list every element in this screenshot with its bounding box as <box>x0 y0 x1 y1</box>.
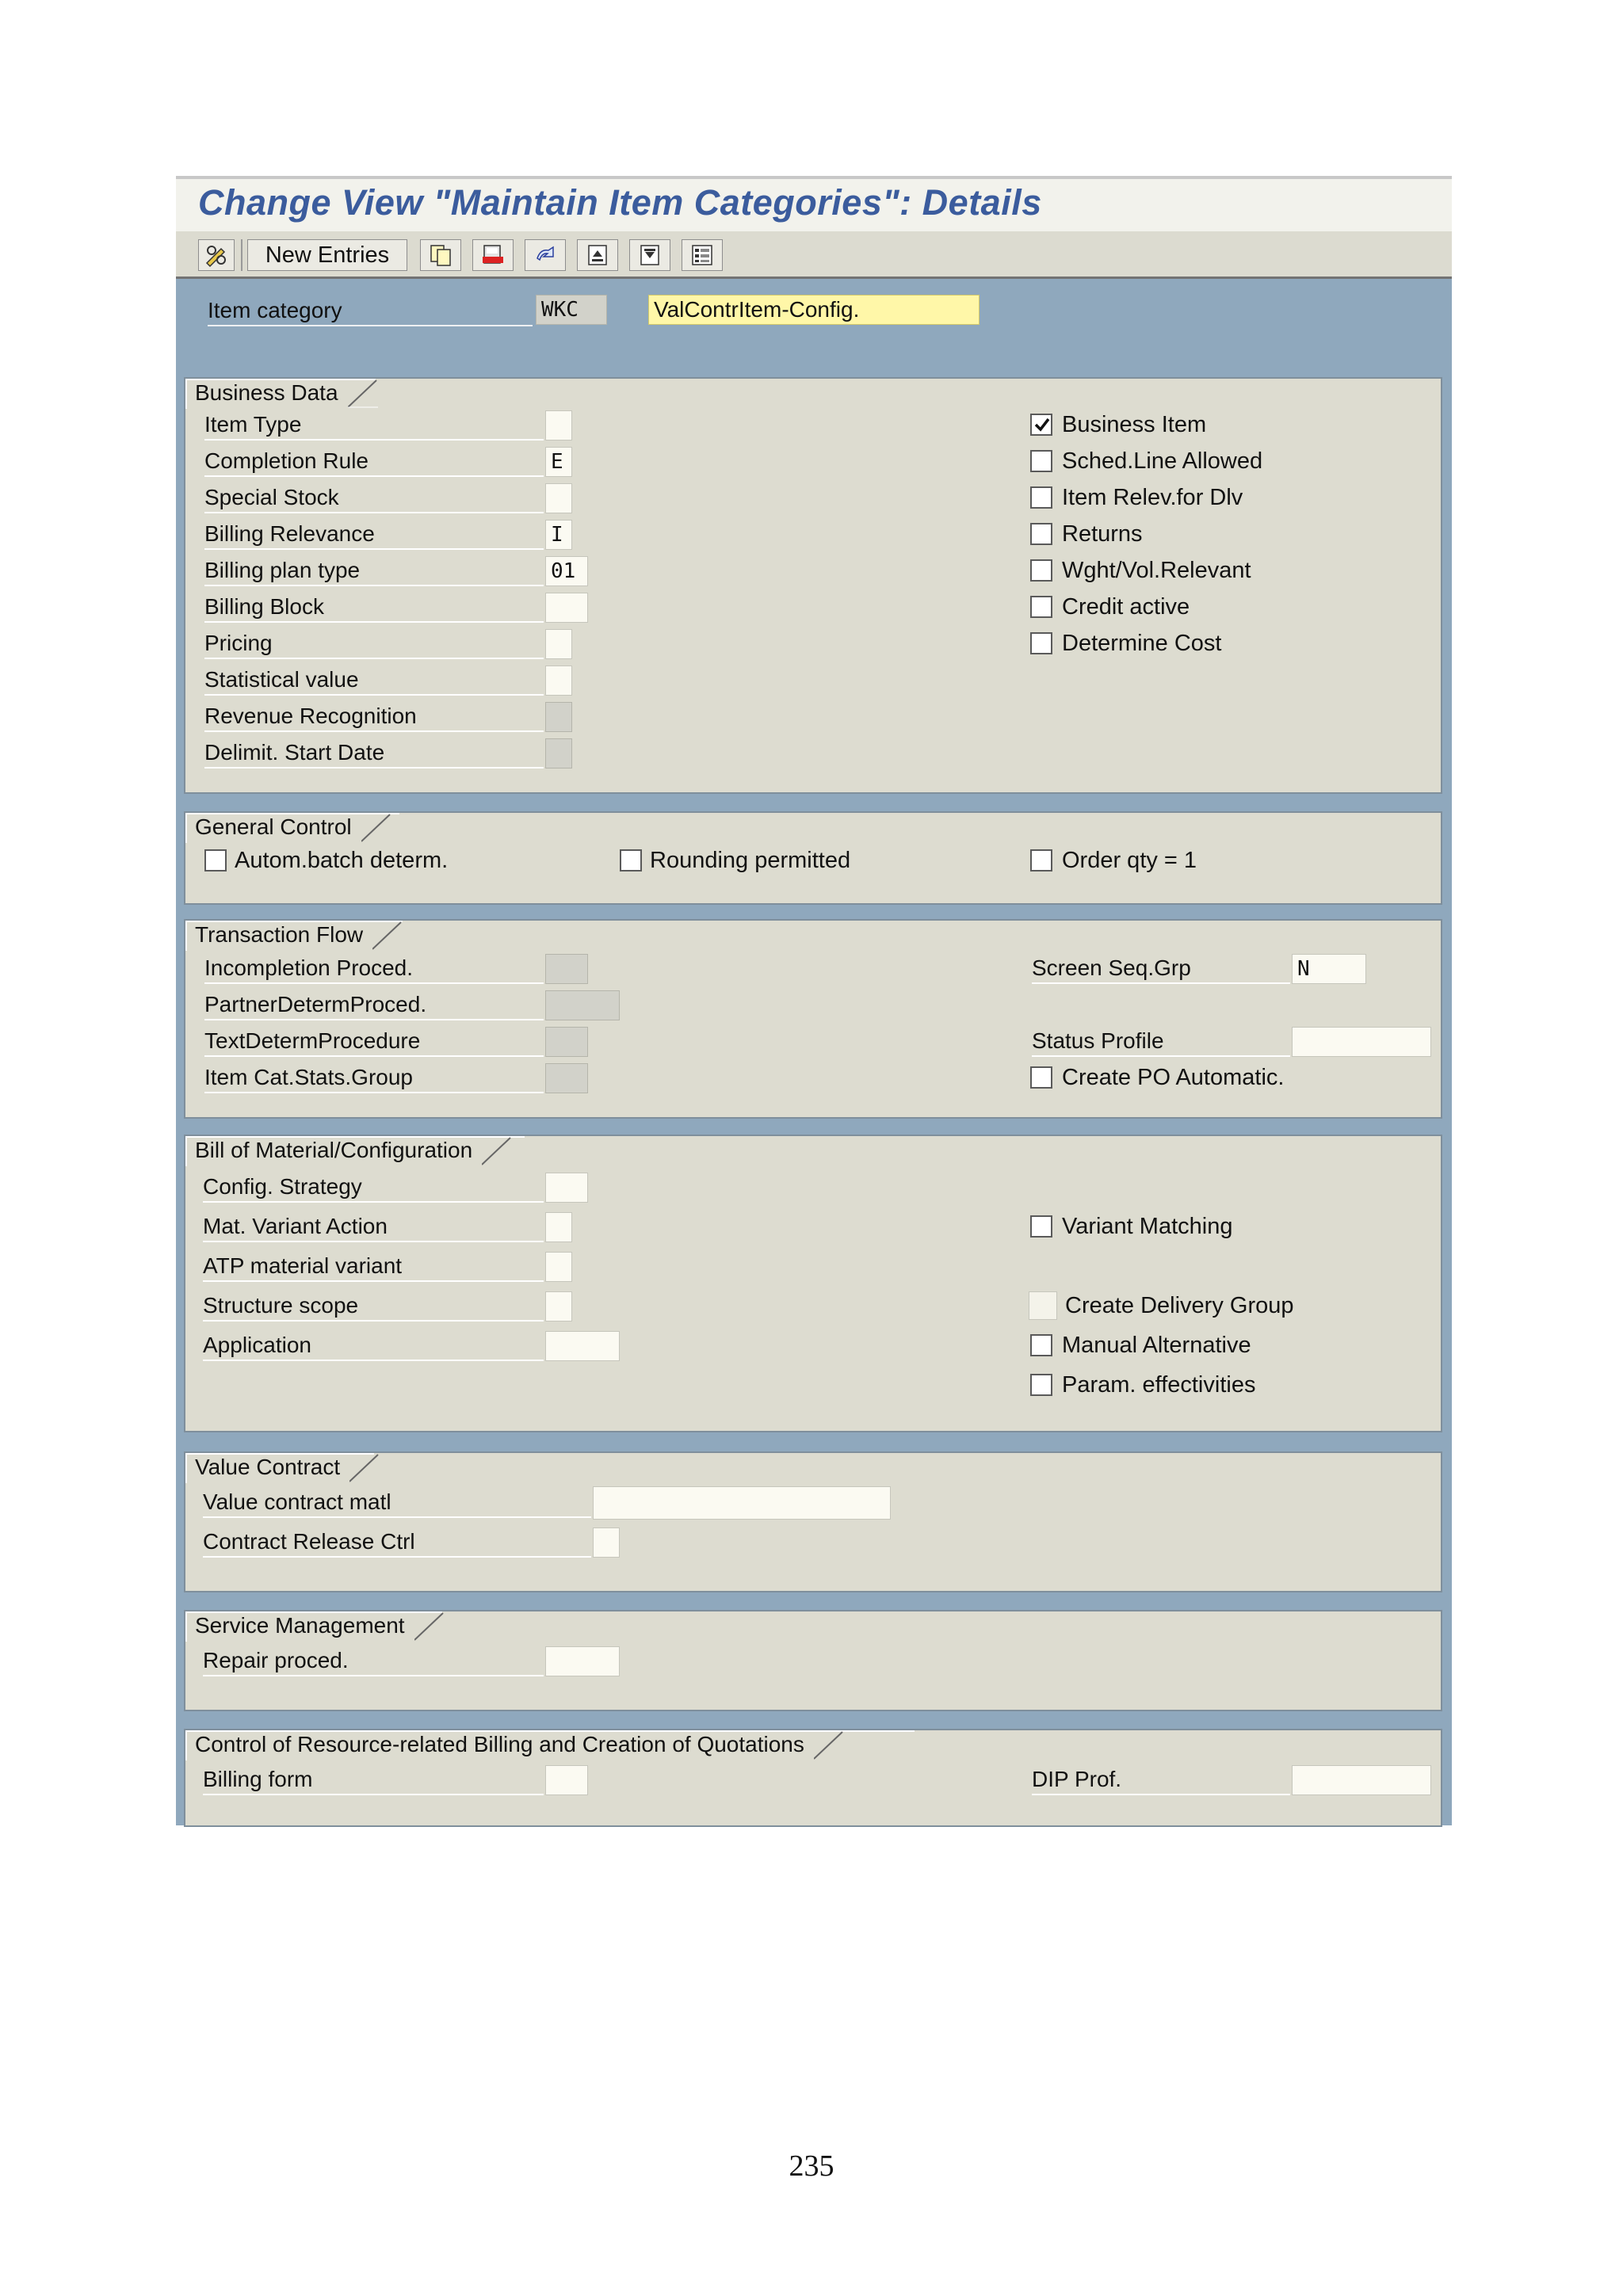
contract-release-ctrl-field[interactable] <box>593 1527 620 1558</box>
create-po-automatic-checkbox[interactable] <box>1030 1066 1052 1089</box>
status-profile-label: Status Profile <box>1032 1027 1290 1057</box>
incompletion-proced-label: Incompletion Proced. <box>204 954 544 984</box>
new-entries-button[interactable]: New Entries <box>247 239 407 271</box>
special-stock-field[interactable] <box>545 483 572 513</box>
repair-proced-field[interactable] <box>545 1646 620 1676</box>
billing-form-field[interactable] <box>545 1765 588 1795</box>
copy-icon <box>428 242 453 268</box>
text-determ-procedure-field[interactable] <box>545 1027 588 1057</box>
select-all-button[interactable] <box>682 239 723 271</box>
screen-seq-grp-field[interactable]: N <box>1292 954 1366 984</box>
pricing-field[interactable] <box>545 629 572 659</box>
partner-determ-proced-label: PartnerDetermProced. <box>204 990 544 1020</box>
variant-matching-label: Variant Matching <box>1062 1214 1233 1239</box>
config-strategy-label: Config. Strategy <box>203 1173 544 1203</box>
repair-proced-label: Repair proced. <box>203 1646 544 1676</box>
billing-block-label: Billing Block <box>204 593 544 623</box>
manual-alternative-checkbox[interactable] <box>1030 1334 1052 1356</box>
create-po-automatic-label: Create PO Automatic. <box>1062 1065 1285 1090</box>
display-change-button[interactable] <box>198 239 235 271</box>
autom-batch-determ-label: Autom.batch determ. <box>235 848 449 873</box>
billing-relevance-label: Billing Relevance <box>204 520 544 550</box>
page-title: Change View "Maintain Item Categories": Details <box>198 182 1042 223</box>
item-relev-for-dlv-label: Item Relev.for Dlv <box>1062 485 1243 510</box>
business-data-title: Business Data <box>185 379 349 407</box>
next-entry-button[interactable] <box>629 239 670 271</box>
bom-configuration-title: Bill of Material/Configuration <box>185 1136 483 1165</box>
returns-checkbox[interactable] <box>1030 523 1052 545</box>
delete-icon <box>480 242 506 268</box>
pencil-glasses-icon <box>204 242 229 268</box>
item-type-field[interactable] <box>545 410 572 441</box>
next-entry-icon <box>637 242 663 268</box>
title-bar <box>176 179 1452 233</box>
previous-entry-button[interactable] <box>577 239 618 271</box>
general-control-group <box>184 811 1442 905</box>
page-number: 235 <box>789 2149 834 2183</box>
completion-rule-label: Completion Rule <box>204 447 544 477</box>
determine-cost-label: Determine Cost <box>1062 631 1222 656</box>
billing-form-label: Billing form <box>203 1765 544 1795</box>
autom-batch-determ-checkbox[interactable] <box>204 849 227 871</box>
rounding-permitted-checkbox[interactable] <box>620 849 642 871</box>
billing-block-field[interactable] <box>545 593 588 623</box>
text-determ-procedure-label: TextDetermProcedure <box>204 1027 544 1057</box>
list-icon <box>689 242 715 268</box>
transaction-flow-title: Transaction Flow <box>185 921 374 949</box>
variant-matching-checkbox[interactable] <box>1030 1215 1052 1238</box>
param-effectivities-label: Param. effectivities <box>1062 1372 1256 1398</box>
bom-configuration-group <box>184 1135 1442 1432</box>
item-cat-stats-group-label: Item Cat.Stats.Group <box>204 1063 544 1093</box>
sched-line-allowed-label: Sched.Line Allowed <box>1062 448 1263 474</box>
checkmark-icon <box>1033 415 1052 434</box>
value-contract-title: Value Contract <box>185 1453 351 1482</box>
rounding-permitted-label: Rounding permitted <box>650 848 851 873</box>
dip-prof-field[interactable] <box>1292 1765 1431 1795</box>
transaction-flow-group <box>184 919 1442 1119</box>
business-data-group <box>184 377 1442 794</box>
undo-icon <box>533 242 558 268</box>
create-delivery-group-field[interactable] <box>1029 1291 1057 1320</box>
resource-billing-group <box>184 1729 1442 1827</box>
delimit-start-date-field[interactable] <box>545 738 572 769</box>
special-stock-label: Special Stock <box>204 483 544 513</box>
sched-line-allowed-checkbox[interactable] <box>1030 450 1052 472</box>
manual-alternative-label: Manual Alternative <box>1062 1333 1251 1358</box>
business-item-checkbox[interactable] <box>1030 414 1052 436</box>
application-toolbar <box>176 231 1452 279</box>
config-strategy-field[interactable] <box>545 1173 588 1203</box>
mat-variant-action-label: Mat. Variant Action <box>203 1212 544 1242</box>
delimit-start-date-label: Delimit. Start Date <box>204 738 544 769</box>
billing-plan-type-field[interactable]: 01 <box>545 556 588 586</box>
billing-relevance-field[interactable]: I <box>545 520 572 550</box>
copy-as-button[interactable] <box>420 239 461 271</box>
delete-button[interactable] <box>472 239 514 271</box>
revenue-recognition-label: Revenue Recognition <box>204 702 544 732</box>
incompletion-proced-field[interactable] <box>545 954 588 984</box>
value-contract-matl-field[interactable] <box>593 1486 891 1520</box>
structure-scope-label: Structure scope <box>203 1291 544 1322</box>
item-relev-for-dlv-checkbox[interactable] <box>1030 486 1052 509</box>
credit-active-label: Credit active <box>1062 594 1190 620</box>
param-effectivities-checkbox[interactable] <box>1030 1374 1052 1396</box>
application-label: Application <box>203 1331 544 1361</box>
resource-billing-title: Control of Resource-related Billing and Creation of Quotations <box>185 1730 815 1759</box>
item-type-label: Item Type <box>204 410 544 441</box>
value-contract-matl-label: Value contract matl <box>203 1488 591 1518</box>
atp-material-variant-field[interactable] <box>545 1252 572 1282</box>
sap-window <box>176 176 1452 1825</box>
item-category-description: ValContrItem-Config. <box>648 295 980 325</box>
contract-release-ctrl-label: Contract Release Ctrl <box>203 1527 591 1558</box>
statistical-value-label: Statistical value <box>204 666 544 696</box>
item-category-field[interactable]: WKC <box>536 295 607 325</box>
application-field[interactable] <box>545 1331 620 1361</box>
undo-change-button[interactable] <box>525 239 566 271</box>
wght-vol-relevant-label: Wght/Vol.Relevant <box>1062 558 1251 583</box>
dip-prof-label: DIP Prof. <box>1032 1765 1290 1795</box>
general-control-title: General Control <box>185 813 363 841</box>
screen-seq-grp-label: Screen Seq.Grp <box>1032 954 1290 984</box>
wght-vol-relevant-checkbox[interactable] <box>1030 559 1052 582</box>
pricing-label: Pricing <box>204 629 544 659</box>
item-category-label: Item category <box>208 296 533 326</box>
item-cat-stats-group-field[interactable] <box>545 1063 588 1093</box>
create-delivery-group-label: Create Delivery Group <box>1065 1293 1294 1318</box>
service-management-group <box>184 1610 1442 1711</box>
determine-cost-checkbox[interactable] <box>1030 632 1052 654</box>
previous-entry-icon <box>585 242 610 268</box>
service-management-title: Service Management <box>185 1611 416 1640</box>
credit-active-checkbox[interactable] <box>1030 596 1052 618</box>
value-contract-group <box>184 1451 1442 1592</box>
statistical-value-field[interactable] <box>545 666 572 696</box>
order-qty-1-label: Order qty = 1 <box>1062 848 1197 873</box>
item-category-header <box>176 279 1452 366</box>
returns-label: Returns <box>1062 521 1143 547</box>
billing-plan-type-label: Billing plan type <box>204 556 544 586</box>
order-qty-1-checkbox[interactable] <box>1030 849 1052 871</box>
revenue-recognition-field[interactable] <box>545 702 572 732</box>
atp-material-variant-label: ATP material variant <box>203 1252 544 1282</box>
structure-scope-field[interactable] <box>545 1291 572 1322</box>
completion-rule-field[interactable]: E <box>545 447 572 477</box>
mat-variant-action-field[interactable] <box>545 1212 572 1242</box>
status-profile-field[interactable] <box>1292 1027 1431 1057</box>
business-item-label: Business Item <box>1062 412 1207 437</box>
partner-determ-proced-field[interactable] <box>545 990 620 1020</box>
